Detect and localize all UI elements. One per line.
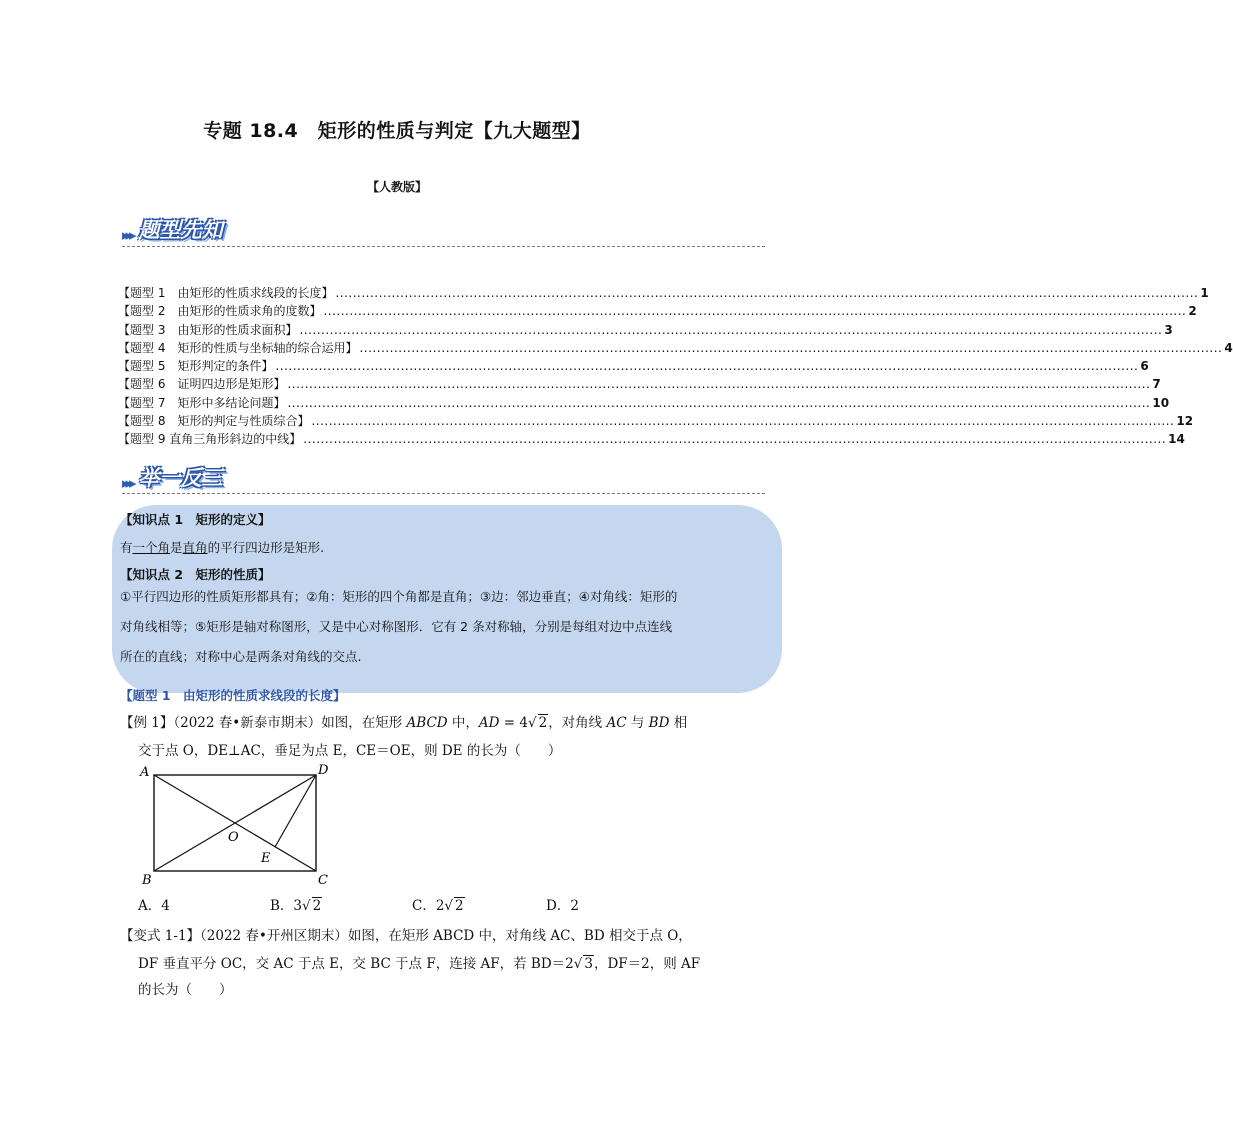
k1-underlined: 直角 bbox=[182, 540, 208, 555]
toc-item-page: 7 bbox=[1152, 377, 1161, 392]
toc-leader-dots: ........................................................................................................................................................................................................ bbox=[335, 286, 1199, 300]
example-1-line-2: 交于点 O，DE⊥AC，垂足为点 E，CE＝OE，则 DE 的长为（ ） bbox=[138, 743, 562, 759]
banner-arrows-icon: ▸▸▸ bbox=[122, 474, 133, 492]
banner-text: 题型先知 bbox=[138, 218, 223, 242]
toc-item-label: 【题型 5 矩形判定的条件】 bbox=[118, 359, 274, 374]
knowledge-1-title: 【知识点 1 矩形的定义】 bbox=[120, 512, 271, 527]
text: B．3 bbox=[270, 898, 303, 914]
toc-item[interactable] bbox=[118, 321, 1173, 339]
toc-item-label: 【题型 4 矩形的性质与坐标轴的综合运用】 bbox=[118, 340, 358, 355]
toc-item[interactable] bbox=[118, 412, 1194, 430]
text: AD bbox=[478, 715, 500, 731]
toc-item-label: 【题型 6 证明四边形是矩形】 bbox=[118, 377, 286, 392]
radicand: 2 bbox=[538, 715, 548, 731]
toc-item-page: 1 bbox=[1200, 286, 1209, 300]
text: 【例 1】（2022 春•新泰市期末）如图，在矩形 bbox=[120, 715, 407, 731]
toc-item-page: 2 bbox=[1188, 304, 1197, 319]
label-o: O bbox=[228, 830, 239, 845]
toc-item-page: 14 bbox=[1168, 432, 1185, 447]
toc-item[interactable] bbox=[118, 339, 1233, 357]
variant-1-line-1: 【变式 1-1】（2022 春•开州区期末）如图，在矩形 ABCD 中，对角线 AC、BD 相交于点 O， bbox=[120, 928, 692, 944]
label-d: D bbox=[318, 763, 329, 778]
toc-item-page: 10 bbox=[1152, 395, 1170, 410]
label-e: E bbox=[261, 851, 271, 866]
sqrt-symbol: √ 2 bbox=[527, 715, 548, 731]
k1-text: 的平行四边形是矩形. bbox=[207, 540, 325, 555]
label-b: B bbox=[142, 873, 152, 888]
dashed-divider bbox=[122, 246, 765, 247]
toc-item[interactable] bbox=[118, 394, 1170, 412]
variant-1-line-3: 的长为（ ） bbox=[138, 982, 233, 998]
toc-item-label: 【题型 3 由矩形的性质求面积】 bbox=[118, 322, 298, 337]
radicand: 2 bbox=[312, 898, 322, 914]
text: 与 bbox=[626, 715, 649, 731]
toc-item-label: 【题型 2 由矩形的性质求角的度数】 bbox=[118, 304, 322, 319]
variant-1-line-2 bbox=[138, 952, 700, 972]
radicand: 3 bbox=[584, 956, 593, 972]
toc-item[interactable] bbox=[118, 357, 1149, 375]
toc-item-label: 【题型 7 矩形中多结论问题】 bbox=[118, 395, 286, 410]
type-1-tag: 【题型 1 由矩形的性质求线段的长度】 bbox=[120, 688, 346, 703]
toc-leader-dots: ........................................................................................................................................................................................................ bbox=[287, 377, 1151, 392]
text: BD bbox=[648, 715, 670, 731]
toc-item-page: 6 bbox=[1140, 359, 1149, 374]
toc-item-label: 【题型 8 矩形的判定与性质综合】 bbox=[118, 414, 310, 429]
knowledge-2-body: ①平行四边形的性质矩形都具有；②角：矩形的四个角都是直角；③边：邻边垂直；④对角线：矩形的对角线相等；⑤矩形是轴对称图形，又是中心对称图形．它有 2 条对称轴，分别是每组对边中点连线所在的直线；对称中心是两条对角线的交点. bbox=[120, 589, 678, 664]
table-of-contents bbox=[118, 284, 1233, 449]
toc-item-label: 【题型 9 直角三角形斜边的中线】 bbox=[118, 432, 302, 447]
toc-leader-dots: ........................................................................................................................................................................................................ bbox=[303, 432, 1167, 447]
banner-arrows-icon: ▸▸▸ bbox=[122, 226, 133, 244]
toc-item-page: 3 bbox=[1164, 322, 1173, 337]
toc-leader-dots: ........................................................................................................................................................................................................ bbox=[311, 414, 1175, 429]
k1-text: 是 bbox=[170, 540, 183, 555]
toc-item[interactable] bbox=[118, 375, 1161, 393]
edition-label: 【人教版】 bbox=[366, 180, 427, 194]
text: ABCD bbox=[406, 715, 448, 731]
toc-item[interactable] bbox=[118, 430, 1185, 448]
rectangle-figure bbox=[132, 760, 342, 888]
toc-item[interactable] bbox=[118, 302, 1197, 320]
choice-d: D．2 bbox=[546, 898, 579, 914]
choice-b bbox=[270, 894, 322, 914]
k1-underlined: 一个角 bbox=[132, 540, 171, 555]
knowledge-2-title: 【知识点 2 矩形的性质】 bbox=[120, 567, 271, 582]
toc-item-page: 4 bbox=[1224, 340, 1233, 355]
text: 中， bbox=[447, 715, 479, 731]
toc-leader-dots: ........................................................................................................................................................................................................ bbox=[359, 340, 1223, 355]
sqrt-symbol: √ 2 bbox=[302, 898, 322, 914]
segment-de bbox=[275, 775, 316, 847]
knowledge-1-body bbox=[120, 538, 324, 556]
text: ，DF＝2，则 AF bbox=[593, 956, 701, 972]
label-a: A bbox=[140, 765, 150, 780]
section-banner-practice bbox=[122, 462, 223, 492]
toc-leader-dots: ........................................................................................................................................................................................................ bbox=[275, 359, 1139, 374]
choice-c bbox=[412, 894, 465, 914]
example-1-line-1 bbox=[120, 711, 687, 731]
toc-item[interactable] bbox=[118, 284, 1209, 302]
toc-leader-dots: ........................................................................................................................................................................................................ bbox=[323, 304, 1187, 319]
banner-text: 举一反三 bbox=[138, 466, 223, 490]
radicand: 2 bbox=[455, 898, 464, 914]
toc-leader-dots: ........................................................................................................................................................................................................ bbox=[287, 395, 1151, 410]
label-c: C bbox=[318, 873, 328, 888]
sqrt-symbol: √ 2 bbox=[444, 898, 464, 914]
text: AC bbox=[606, 715, 627, 731]
sqrt-symbol: √ 3 bbox=[573, 956, 593, 972]
k1-text: 有 bbox=[120, 540, 133, 555]
text: = 4 bbox=[499, 715, 528, 731]
text: C．2 bbox=[412, 898, 445, 914]
toc-item-page: 12 bbox=[1176, 414, 1194, 429]
toc-item-label: 【题型 1 由矩形的性质求线段的长度】 bbox=[118, 286, 334, 300]
toc-leader-dots: ........................................................................................................................................................................................................ bbox=[299, 322, 1163, 337]
text: 相 bbox=[669, 715, 688, 731]
section-banner-preview bbox=[122, 214, 223, 244]
choice-a: A．4 bbox=[138, 898, 170, 914]
text: ，对角线 bbox=[548, 715, 607, 731]
dashed-divider bbox=[122, 493, 765, 494]
text: DF 垂直平分 OC，交 AC 于点 E，交 BC 于点 F，连接 AF，若 BD＝2 bbox=[138, 956, 574, 972]
page-title: 专题 18.4 矩形的性质与判定【九大题型】 bbox=[203, 120, 591, 142]
